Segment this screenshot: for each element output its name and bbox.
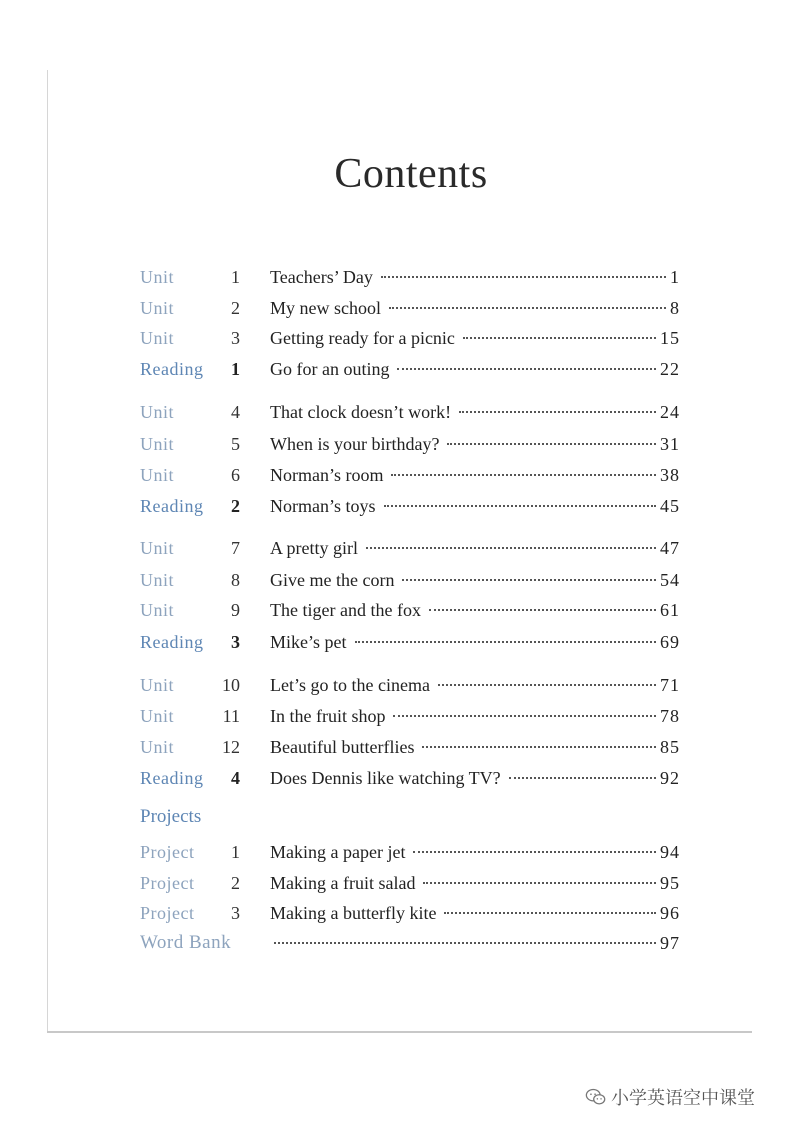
- unit-entry: [140, 462, 680, 488]
- entry-label: Project: [140, 873, 195, 893]
- entry-page: 38: [660, 465, 680, 485]
- dot-leader: [366, 547, 656, 549]
- unit-entry: [140, 734, 680, 760]
- entry-line: [270, 597, 680, 623]
- entry-line: [270, 356, 680, 382]
- entry-page: 22: [660, 359, 680, 379]
- dot-leader: [274, 942, 656, 944]
- entry-title: When is your birthday?: [270, 434, 440, 454]
- unit-entry: [140, 325, 680, 351]
- dot-leader: [389, 307, 666, 309]
- unit-entry: [140, 431, 680, 457]
- entry-page: 78: [660, 706, 680, 726]
- unit-entry: [140, 295, 680, 321]
- entry-label: Reading: [140, 768, 204, 788]
- dot-leader: [402, 579, 656, 581]
- entry-number: 1: [231, 359, 240, 379]
- entry-number: 3: [231, 632, 240, 652]
- entry-page: 92: [660, 768, 680, 788]
- entry-label: Reading: [140, 359, 204, 379]
- reading-entry: [140, 356, 680, 382]
- reading-entry: [140, 493, 680, 519]
- project-entry: [140, 900, 680, 926]
- entry-page: 94: [660, 842, 680, 862]
- entry-page: 24: [660, 402, 680, 422]
- entry-label: Unit: [140, 570, 175, 590]
- watermark-text: 小学英语空中课堂: [611, 1088, 755, 1109]
- entry-page: 97: [660, 933, 680, 953]
- dot-leader: [423, 882, 656, 884]
- entry-label: Unit: [140, 737, 175, 757]
- dot-leader: [397, 368, 656, 370]
- reading-entry: [140, 629, 680, 655]
- project-entry: [140, 870, 680, 896]
- entry-title: That clock doesn’t work!: [270, 402, 452, 422]
- dot-leader: [438, 684, 656, 686]
- entry-title: Mike’s pet: [270, 632, 347, 652]
- entry-title: A pretty girl: [270, 538, 358, 558]
- entry-title: My new school: [270, 298, 381, 318]
- unit-entry: [140, 399, 680, 425]
- entry-line: [270, 734, 680, 760]
- entry-label: Word Bank: [140, 932, 232, 953]
- entry-label: Unit: [140, 538, 175, 558]
- entry-label: Unit: [140, 328, 175, 348]
- wechat-icon: [585, 1086, 607, 1108]
- watermark: [585, 1083, 755, 1111]
- entry-number: 3: [231, 903, 240, 923]
- entry-page: 1: [670, 267, 680, 287]
- entry-label: Project: [140, 903, 195, 923]
- entry-title: Beautiful butterflies: [270, 737, 415, 757]
- dot-leader: [509, 777, 656, 779]
- entry-page: 85: [660, 737, 680, 757]
- entry-title: Let’s go to the cinema: [270, 675, 430, 695]
- dot-leader: [355, 641, 657, 643]
- entry-line: [270, 629, 680, 655]
- dot-leader: [459, 411, 656, 413]
- entry-title: Norman’s room: [270, 465, 384, 485]
- dot-leader: [447, 443, 656, 445]
- entry-title: Does Dennis like watching TV?: [270, 768, 501, 788]
- entry-label: Unit: [140, 706, 175, 726]
- reading-entry: [140, 765, 680, 791]
- entry-number: 4: [231, 768, 240, 788]
- entry-number: 1: [231, 267, 240, 287]
- entry-line: [270, 672, 680, 698]
- dot-leader: [422, 746, 656, 748]
- entry-title: The tiger and the fox: [270, 600, 421, 620]
- entry-number: 10: [222, 675, 240, 695]
- entry-number: 1: [231, 842, 240, 862]
- unit-entry: [140, 567, 680, 593]
- entry-number: 9: [231, 600, 240, 620]
- entry-label: Unit: [140, 434, 175, 454]
- entry-page: 45: [660, 496, 680, 516]
- entry-label: Unit: [140, 298, 175, 318]
- entry-line: [270, 325, 680, 351]
- entry-number: 2: [231, 496, 240, 516]
- entry-label: Unit: [140, 465, 175, 485]
- entry-title: Making a butterfly kite: [270, 903, 437, 923]
- entry-title: Norman’s toys: [270, 496, 376, 516]
- entry-number: 2: [231, 298, 240, 318]
- entry-line: [270, 462, 680, 488]
- entry-number: 8: [231, 570, 240, 590]
- entry-label: Reading: [140, 632, 204, 652]
- dot-leader: [413, 851, 656, 853]
- unit-entry: [140, 264, 680, 290]
- unit-entry: [140, 703, 680, 729]
- entry-label: Unit: [140, 600, 175, 620]
- entry-line: [270, 295, 680, 321]
- entry-line: [270, 870, 680, 896]
- entry-number: 7: [231, 538, 240, 558]
- entry-number: 5: [231, 434, 240, 454]
- entry-number: 11: [222, 706, 240, 726]
- entry-line: [270, 900, 680, 926]
- entry-title: In the fruit shop: [270, 706, 386, 726]
- entry-title: Getting ready for a picnic: [270, 328, 455, 348]
- entry-title: Go for an outing: [270, 359, 390, 379]
- entry-line: [270, 765, 680, 791]
- entry-line: [270, 535, 680, 561]
- entry-page: 96: [660, 903, 680, 923]
- entry-page: 71: [660, 675, 680, 695]
- entry-number: 2: [231, 873, 240, 893]
- entry-title: Teachers’ Day: [270, 267, 373, 287]
- dot-leader: [391, 474, 656, 476]
- dot-leader: [393, 715, 656, 717]
- dot-leader: [384, 505, 657, 507]
- entry-line: [270, 839, 680, 865]
- entry-line: [270, 399, 680, 425]
- entry-page: 61: [660, 600, 680, 620]
- entry-title: Give me the corn: [270, 570, 395, 590]
- entry-number: 6: [231, 465, 240, 485]
- entry-label: Project: [140, 842, 195, 862]
- unit-entry: [140, 597, 680, 623]
- dot-leader: [463, 337, 656, 339]
- entry-page: 8: [670, 298, 680, 318]
- entry-page: 47: [660, 538, 680, 558]
- entry-label: Unit: [140, 402, 175, 422]
- entry-page: 31: [660, 434, 680, 454]
- entry-page: 69: [660, 632, 680, 652]
- dot-leader: [429, 609, 656, 611]
- entry-number: 3: [231, 328, 240, 348]
- entry-page: 54: [660, 570, 680, 590]
- dot-leader: [444, 912, 656, 914]
- entry-line: [270, 567, 680, 593]
- project-entry: [140, 839, 680, 865]
- entry-label: Unit: [140, 675, 175, 695]
- projects-heading: Projects: [140, 806, 202, 827]
- entry-line: [270, 431, 680, 457]
- entry-number: 12: [222, 737, 240, 757]
- entry-title: Making a fruit salad: [270, 873, 416, 893]
- entry-number: 4: [231, 402, 240, 422]
- entry-page: 15: [660, 328, 680, 348]
- page-title: Contents: [334, 151, 488, 197]
- dot-leader: [381, 276, 666, 278]
- unit-entry: [140, 672, 680, 698]
- entry-title: Making a paper jet: [270, 842, 406, 862]
- entry-line: [270, 703, 680, 729]
- entry-line: [270, 264, 680, 290]
- entry-page: 95: [660, 873, 680, 893]
- entry-line: [270, 930, 680, 956]
- entry-label: Unit: [140, 267, 175, 287]
- entry-label: Reading: [140, 496, 204, 516]
- unit-entry: [140, 535, 680, 561]
- word-bank-entry: [140, 930, 680, 956]
- entry-line: [270, 493, 680, 519]
